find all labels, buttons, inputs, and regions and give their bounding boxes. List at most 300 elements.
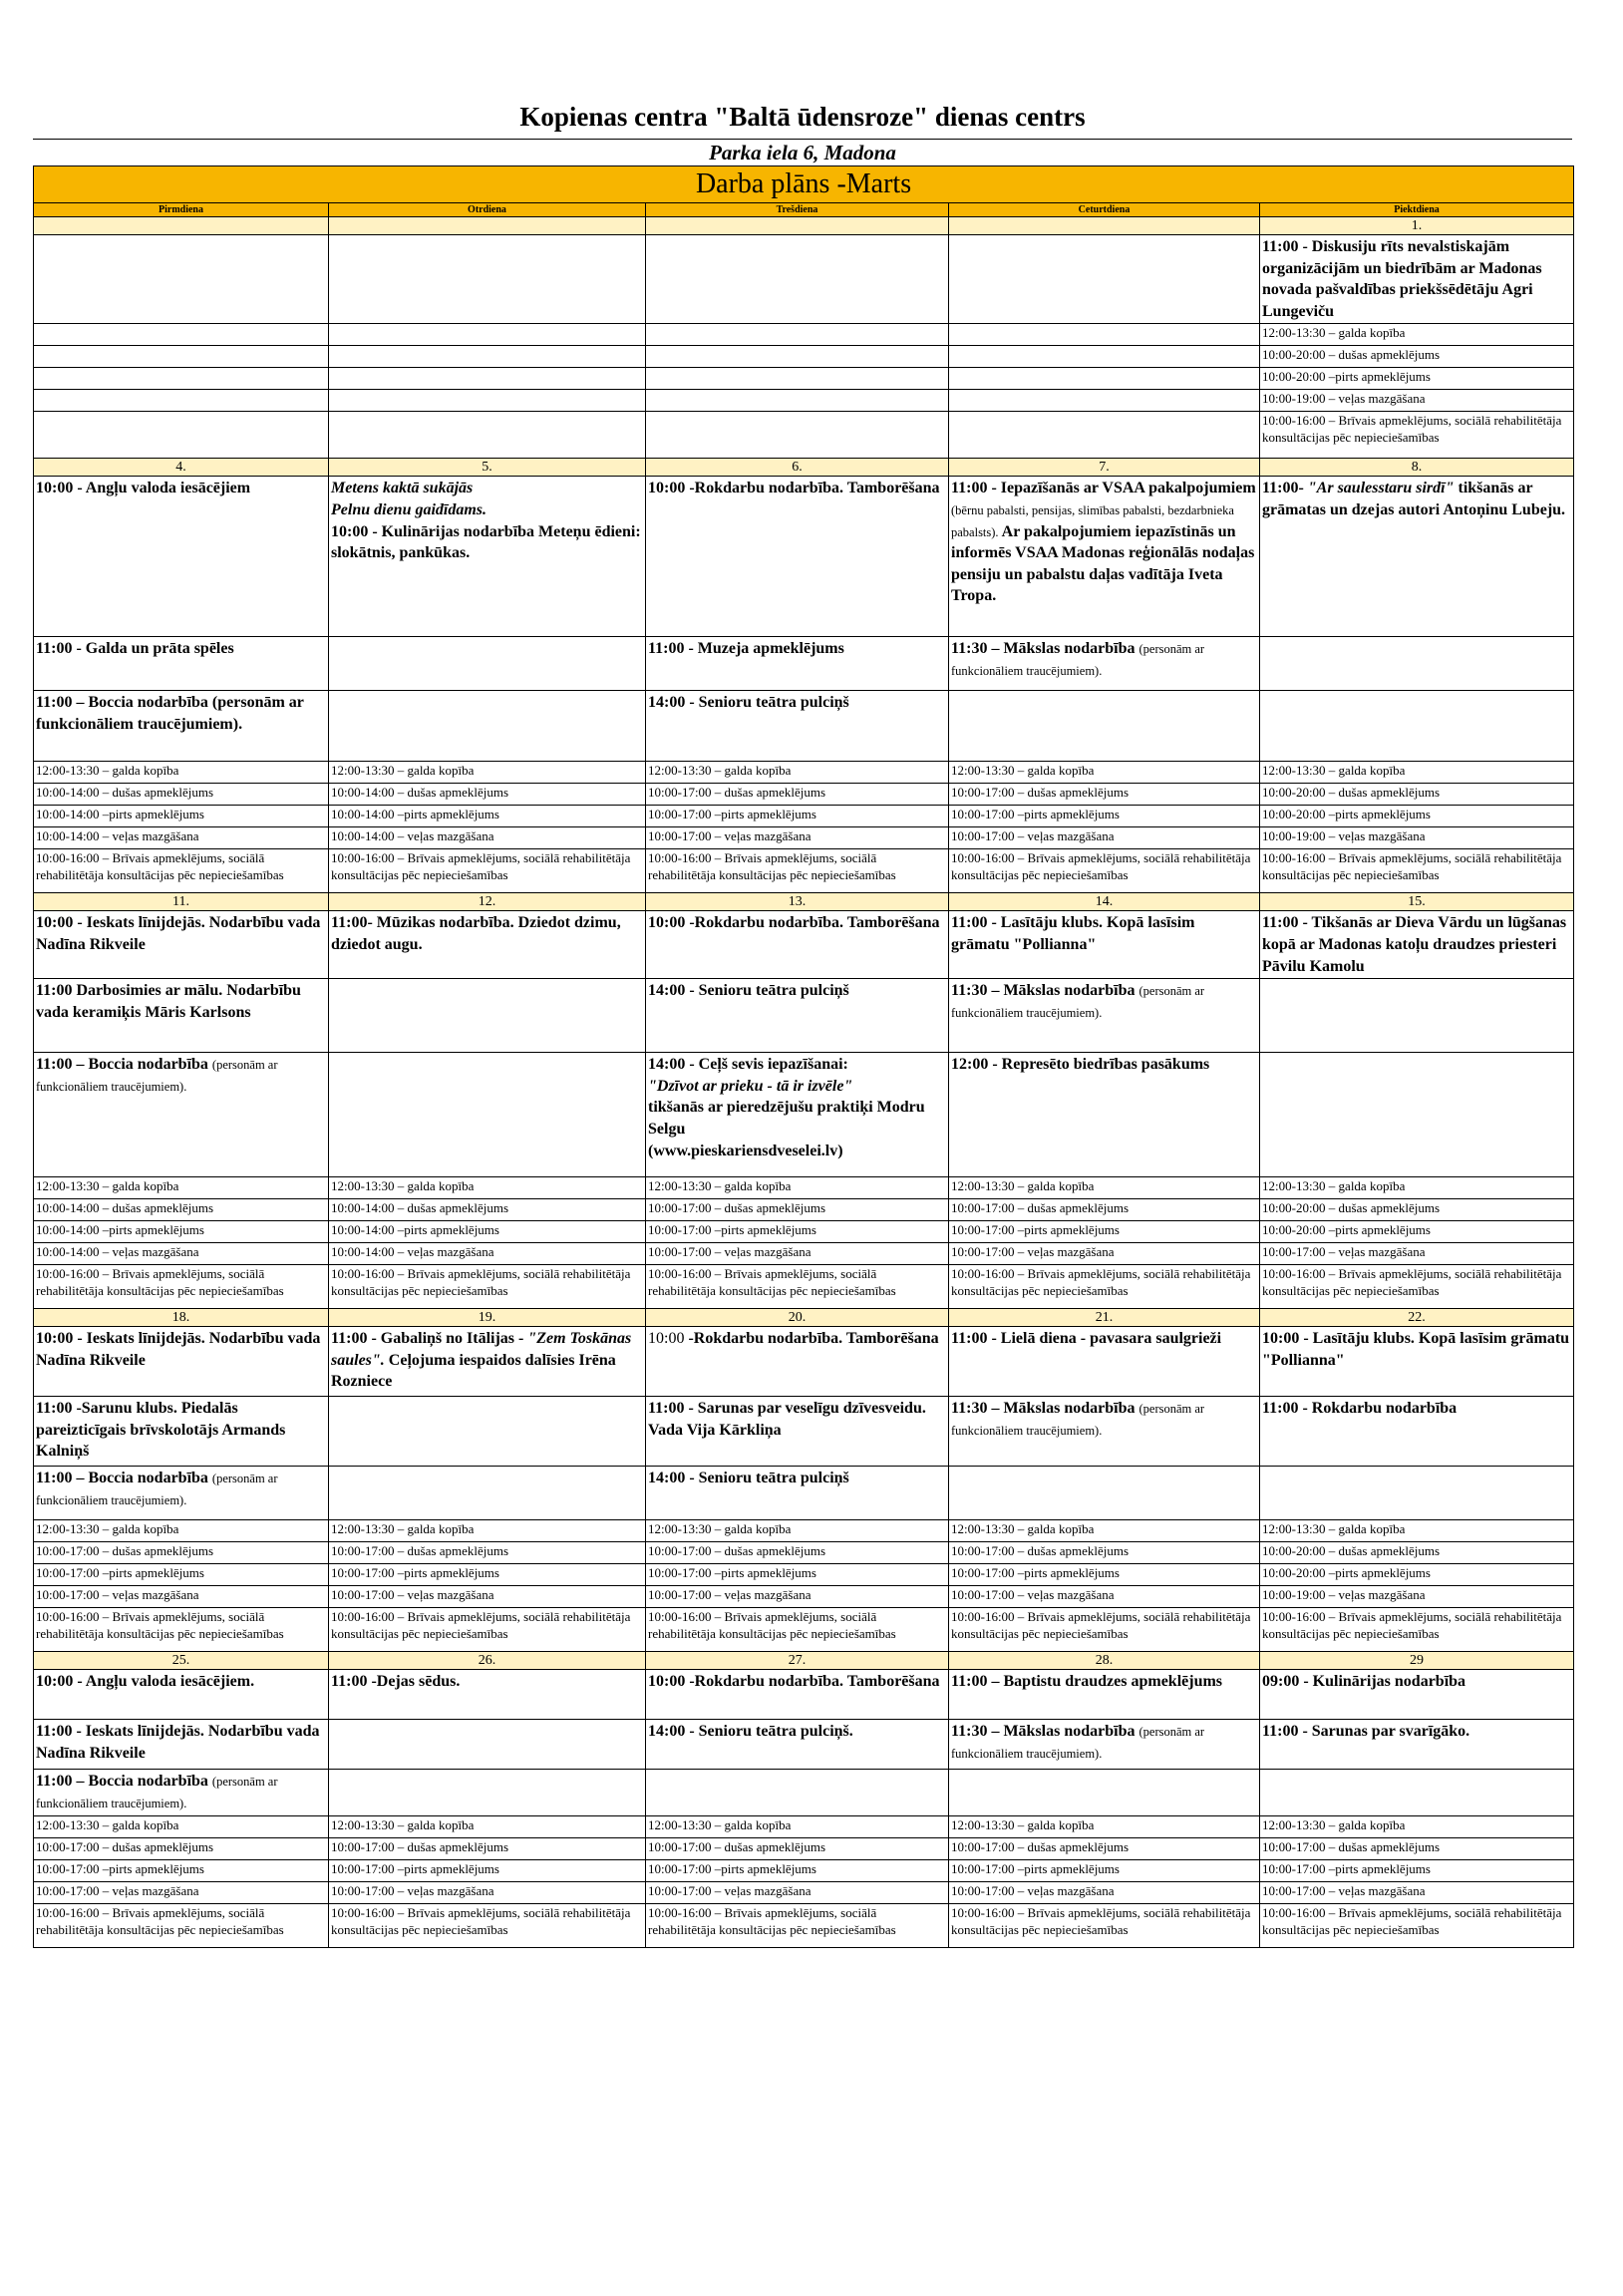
event-cell (34, 1467, 329, 1520)
service-cell: 12:00-13:30 – galda kopība (34, 1520, 329, 1542)
event-cell (949, 1467, 1260, 1520)
event-text: 12:00 - Represēto biedrības pasākums (951, 1056, 1210, 1074)
event-cell (949, 1053, 1260, 1177)
service-cell: 10:00-17:00 – dušas apmeklējums (949, 1542, 1260, 1564)
event-text: 09:00 - Kulinārijas nodarbība (1262, 1673, 1466, 1691)
service-cell: 10:00-20:00 – dušas apmeklējums (1260, 1542, 1574, 1564)
service-cell: 10:00-16:00 – Brīvais apmeklējums, sociālā rehabilitētāja konsultācijas pēc nepieciešamības (646, 849, 949, 893)
date-cell: 25. (34, 1652, 329, 1670)
service-cell: 10:00-17:00 – veļas mazgāšana (646, 1243, 949, 1265)
service-row (34, 784, 1574, 806)
event-text: 11:00 - Sarunas par veselīgu dzīvesveidu. Vada Vija Kārkliņa (648, 1400, 926, 1439)
event-cell (34, 1670, 329, 1720)
event-text: (personām ar funkcionāliem traucējumiem). (36, 1775, 278, 1810)
event-cell (34, 235, 329, 324)
event-cell (329, 1670, 646, 1720)
service-row (34, 1199, 1574, 1221)
service-cell: 10:00-17:00 – dušas apmeklējums (646, 1838, 949, 1860)
event-row (34, 1327, 1574, 1397)
service-row (34, 1542, 1574, 1564)
service-row (34, 1904, 1574, 1948)
service-cell: 10:00-17:00 – veļas mazgāšana (949, 1882, 1260, 1904)
service-cell: 10:00-17:00 – veļas mazgāšana (646, 1882, 949, 1904)
date-cell: 27. (646, 1652, 949, 1670)
event-text: 11:00 - Lielā diena - pavasara saulgrieži (951, 1330, 1222, 1348)
service-cell (646, 346, 949, 368)
event-row (34, 1053, 1574, 1177)
event-text: (personām ar funkcionāliem traucējumiem). (951, 642, 1205, 678)
service-cell: 10:00-17:00 –pirts apmeklējums (646, 806, 949, 827)
event-text: (personām ar funkcionāliem traucējumiem). (36, 1472, 278, 1507)
service-cell (329, 368, 646, 390)
event-cell (949, 1327, 1260, 1397)
service-cell: 10:00-16:00 – Brīvais apmeklējums, sociālā rehabilitētāja konsultācijas pēc nepieciešamības (329, 849, 646, 893)
service-cell: 10:00-17:00 –pirts apmeklējums (949, 1860, 1260, 1882)
service-cell: 12:00-13:30 – galda kopība (1260, 1520, 1574, 1542)
schedule-body (34, 166, 1574, 1948)
service-cell: 12:00-13:30 – galda kopība (329, 1816, 646, 1838)
event-row (34, 1467, 1574, 1520)
event-text: 11:00- Mūzikas nodarbība. Dziedot dzimu, dziedot augu. (331, 914, 621, 953)
service-cell: 10:00-17:00 –pirts apmeklējums (329, 1860, 646, 1882)
service-cell: 10:00-17:00 – dušas apmeklējums (329, 1542, 646, 1564)
weekday-header: Pirmdiena (34, 203, 329, 217)
event-text: 11:00 - Gabaliņš no Itālijas - (331, 1330, 528, 1348)
event-cell (646, 1327, 949, 1397)
event-text: 11:00 - Muzeja apmeklējums (648, 640, 844, 658)
service-cell: 12:00-13:30 – galda kopība (34, 762, 329, 784)
date-cell: 21. (949, 1309, 1260, 1327)
service-cell: 10:00-17:00 – veļas mazgāšana (1260, 1882, 1574, 1904)
service-cell: 10:00-14:00 –pirts apmeklējums (329, 1221, 646, 1243)
date-cell (646, 217, 949, 235)
event-row (34, 979, 1574, 1053)
service-cell: 10:00-14:00 –pirts apmeklējums (34, 806, 329, 827)
service-cell: 10:00-16:00 – Brīvais apmeklējums, sociālā rehabilitētāja konsultācijas pēc nepieciešamības (34, 1608, 329, 1652)
service-cell: 10:00-17:00 – veļas mazgāšana (949, 1243, 1260, 1265)
event-row (34, 637, 1574, 691)
plan-title-row (34, 166, 1574, 203)
service-cell: 10:00-20:00 –pirts apmeklējums (1260, 368, 1574, 390)
event-text: 14:00 - Senioru teātra pulciņš (648, 1470, 849, 1487)
service-cell: 10:00-16:00 – Brīvais apmeklējums, sociālā rehabilitētāja konsultācijas pēc nepieciešamības (34, 849, 329, 893)
service-cell: 10:00-17:00 –pirts apmeklējums (34, 1860, 329, 1882)
weekday-header-row (34, 203, 1574, 217)
service-cell: 12:00-13:30 – galda kopība (646, 1816, 949, 1838)
event-row (34, 911, 1574, 979)
date-cell: 18. (34, 1309, 329, 1327)
service-cell: 10:00-14:00 – dušas apmeklējums (329, 784, 646, 806)
event-row (34, 1670, 1574, 1720)
service-cell: 10:00-16:00 – Brīvais apmeklējums, sociālā rehabilitētāja konsultācijas pēc nepieciešamības (34, 1265, 329, 1309)
service-row (34, 1882, 1574, 1904)
date-cell: 12. (329, 893, 646, 911)
event-cell (329, 911, 646, 979)
service-cell: 10:00-16:00 – Brīvais apmeklējums, sociālā rehabilitētāja konsultācijas pēc nepieciešamības (1260, 1265, 1574, 1309)
service-cell: 12:00-13:30 – galda kopība (1260, 324, 1574, 346)
event-text: tikšanās ar grāmatas un dzejas autori Antoņinu Lubeju. (1262, 480, 1566, 518)
event-text: (personām ar funkcionāliem traucējumiem). (951, 984, 1205, 1020)
service-cell: 10:00-17:00 – dušas apmeklējums (329, 1838, 646, 1860)
service-cell (34, 412, 329, 459)
event-row (34, 1720, 1574, 1770)
event-text: 11:00 – Boccia nodarbība (personām ar funkcionāliem traucējumiem). (36, 694, 304, 733)
event-text: 11:00 - Ieskats līnijdejās. Nodarbību vada Nadīna Rikveile (36, 1723, 320, 1762)
event-text: 11:30 – Mākslas nodarbība (951, 1400, 1139, 1418)
event-cell (1260, 235, 1574, 324)
service-cell: 10:00-17:00 –pirts apmeklējums (646, 1860, 949, 1882)
event-cell (329, 979, 646, 1053)
event-cell (1260, 1770, 1574, 1816)
date-cell (34, 217, 329, 235)
service-cell: 10:00-16:00 – Brīvais apmeklējums, sociālā rehabilitētāja konsultācijas pēc nepieciešamības (646, 1265, 949, 1309)
event-cell (1260, 1397, 1574, 1467)
event-text: 11:30 – Mākslas nodarbība (951, 1723, 1139, 1741)
date-cell (329, 217, 646, 235)
service-row (34, 1265, 1574, 1309)
service-cell: 10:00-14:00 – veļas mazgāšana (34, 1243, 329, 1265)
event-cell (329, 691, 646, 762)
service-cell: 10:00-14:00 – veļas mazgāšana (329, 1243, 646, 1265)
service-cell: 10:00-17:00 –pirts apmeklējums (1260, 1860, 1574, 1882)
date-cell: 28. (949, 1652, 1260, 1670)
event-cell (1260, 1467, 1574, 1520)
service-row (34, 412, 1574, 459)
service-cell: 10:00-16:00 – Brīvais apmeklējums, sociālā rehabilitētāja konsultācijas pēc nepieciešamības (646, 1608, 949, 1652)
event-cell (34, 1770, 329, 1816)
service-cell: 10:00-16:00 – Brīvais apmeklējums, sociālā rehabilitētāja konsultācijas pēc nepieciešamības (329, 1265, 646, 1309)
document-address: Parka iela 6, Madona (709, 141, 896, 164)
event-text: Pelnu dienu gaidīdams. (331, 500, 487, 518)
week-date-row (34, 1652, 1574, 1670)
service-row (34, 1608, 1574, 1652)
service-cell: 12:00-13:30 – galda kopība (646, 1177, 949, 1199)
event-cell (646, 1467, 949, 1520)
service-cell (949, 324, 1260, 346)
service-cell: 10:00-17:00 – veļas mazgāšana (34, 1586, 329, 1608)
weekday-header: Otrdiena (329, 203, 646, 217)
event-text: 11:30 – Mākslas nodarbība (951, 640, 1139, 658)
service-row (34, 1816, 1574, 1838)
service-cell (34, 324, 329, 346)
event-text: "Ar saulesstaru sirdī" (1307, 480, 1455, 497)
event-cell (646, 637, 949, 691)
event-cell (329, 637, 646, 691)
service-cell: 10:00-16:00 – Brīvais apmeklējums, sociālā rehabilitētāja konsultācijas pēc nepieciešamības (646, 1904, 949, 1948)
service-cell: 10:00-16:00 – Brīvais apmeklējums, sociālā rehabilitētāja konsultācijas pēc nepieciešamības (1260, 412, 1574, 459)
service-row (34, 368, 1574, 390)
service-cell: 12:00-13:30 – galda kopība (949, 1520, 1260, 1542)
service-row (34, 1564, 1574, 1586)
event-text: Metens kaktā sukājās (331, 480, 474, 497)
event-cell (329, 1467, 646, 1520)
service-cell (329, 324, 646, 346)
event-cell (34, 691, 329, 762)
event-text: tikšanās ar pieredzējušu praktiķi Modru Selgu (www.pieskariensdveselei.lv) (648, 1099, 925, 1159)
service-cell: 12:00-13:30 – galda kopība (646, 1520, 949, 1542)
event-cell (1260, 1327, 1574, 1397)
service-row (34, 1177, 1574, 1199)
service-row (34, 849, 1574, 893)
event-cell (646, 1397, 949, 1467)
event-text: 10:00 -Rokdarbu nodarbība. Tamborēšana (648, 914, 940, 932)
week-date-row (34, 893, 1574, 911)
event-cell (646, 691, 949, 762)
service-cell: 10:00-14:00 –pirts apmeklējums (329, 806, 646, 827)
service-cell: 10:00-17:00 – veļas mazgāšana (329, 1882, 646, 1904)
event-cell (949, 979, 1260, 1053)
service-cell: 10:00-16:00 – Brīvais apmeklējums, sociālā rehabilitētāja konsultācijas pēc nepieciešamības (949, 1265, 1260, 1309)
event-row (34, 477, 1574, 637)
service-row (34, 762, 1574, 784)
event-cell (1260, 637, 1574, 691)
week-date-row (34, 459, 1574, 477)
service-cell: 10:00-17:00 – dušas apmeklējums (949, 784, 1260, 806)
event-text: 11:00 – Baptistu draudzes apmeklējums (951, 1673, 1223, 1691)
event-text: (personām ar funkcionāliem traucējumiem). (36, 1058, 278, 1094)
event-cell (1260, 911, 1574, 979)
event-cell (34, 477, 329, 637)
event-row (34, 1397, 1574, 1467)
service-cell: 10:00-17:00 – dušas apmeklējums (949, 1199, 1260, 1221)
date-cell: 29 (1260, 1652, 1574, 1670)
service-cell: 10:00-16:00 – Brīvais apmeklējums, sociālā rehabilitētāja konsultācijas pēc nepieciešamības (34, 1904, 329, 1948)
event-row (34, 1770, 1574, 1816)
event-cell (646, 1770, 949, 1816)
service-cell: 10:00-19:00 – veļas mazgāšana (1260, 390, 1574, 412)
event-text: 10:00 - Kulinārijas nodarbība Meteņu ēdieni: slokātnis, pankūkas. (331, 522, 641, 562)
service-cell (329, 390, 646, 412)
event-cell (1260, 1720, 1574, 1770)
service-cell (329, 346, 646, 368)
service-cell (949, 368, 1260, 390)
service-cell (646, 412, 949, 459)
service-row (34, 324, 1574, 346)
event-text: 10:00 (648, 1330, 689, 1348)
weekday-header: Piektdiena (1260, 203, 1574, 217)
date-cell: 5. (329, 459, 646, 477)
date-cell: 19. (329, 1309, 646, 1327)
service-row (34, 1586, 1574, 1608)
event-text: (personām ar funkcionāliem traucējumiem). (951, 1725, 1205, 1761)
event-cell (34, 1053, 329, 1177)
event-cell (949, 1770, 1260, 1816)
service-cell: 10:00-17:00 – dušas apmeklējums (949, 1838, 1260, 1860)
event-text: "Zem Toskānas saules". (331, 1330, 632, 1369)
service-cell: 10:00-20:00 –pirts apmeklējums (1260, 1221, 1574, 1243)
service-cell: 10:00-17:00 – veļas mazgāšana (34, 1882, 329, 1904)
event-text: 14:00 - Senioru teātra pulciņš (648, 694, 849, 712)
service-row (34, 1520, 1574, 1542)
service-cell: 10:00-17:00 –pirts apmeklējums (949, 806, 1260, 827)
service-cell: 10:00-17:00 – veļas mazgāšana (646, 1586, 949, 1608)
title-divider (33, 139, 1572, 140)
event-text: (bērnu pabalsti, pensijas, slimības pabalsti, bezdarbnieka pabalsts). (951, 502, 1234, 539)
event-text: 11:00 – Boccia nodarbība (36, 1470, 212, 1487)
service-cell: 10:00-17:00 – veļas mazgāšana (949, 1586, 1260, 1608)
service-cell: 10:00-16:00 – Brīvais apmeklējums, sociālā rehabilitētāja konsultācijas pēc nepieciešamības (329, 1904, 646, 1948)
service-cell: 10:00-17:00 –pirts apmeklējums (646, 1564, 949, 1586)
event-cell (329, 1770, 646, 1816)
service-cell: 12:00-13:30 – galda kopība (646, 762, 949, 784)
event-cell (329, 1053, 646, 1177)
event-text: 11:00 Darbosimies ar mālu. Nodarbību vada keramiķis Māris Karlsons (36, 982, 301, 1021)
week-date-row (34, 217, 1574, 235)
event-cell (34, 1397, 329, 1467)
event-text: 11:00 -Dejas sēdus. (331, 1673, 461, 1691)
date-cell: 20. (646, 1309, 949, 1327)
event-cell (329, 1327, 646, 1397)
event-cell (646, 1053, 949, 1177)
service-cell (646, 390, 949, 412)
week-date-row (34, 1309, 1574, 1327)
weekday-header: Trešdiena (646, 203, 949, 217)
service-cell (34, 346, 329, 368)
event-text: 14:00 - Senioru teātra pulciņš. (648, 1723, 853, 1741)
event-text: 11:00 - Lasītāju klubs. Kopā lasīsim grāmatu "Pollianna" (951, 914, 1195, 953)
event-text: 11:00 - Rokdarbu nodarbība (1262, 1400, 1458, 1418)
service-cell: 10:00-20:00 –pirts apmeklējums (1260, 806, 1574, 827)
event-text: 10:00 - Angļu valoda iesācējiem (36, 480, 251, 497)
service-cell: 10:00-17:00 –pirts apmeklējums (34, 1564, 329, 1586)
event-text: 10:00 -Rokdarbu nodarbība. Tamborēšana (648, 480, 940, 497)
event-cell (949, 911, 1260, 979)
service-cell: 10:00-17:00 –pirts apmeklējums (646, 1221, 949, 1243)
service-cell: 12:00-13:30 – galda kopība (949, 762, 1260, 784)
event-cell (1260, 979, 1574, 1053)
event-cell (34, 637, 329, 691)
service-cell: 10:00-14:00 –pirts apmeklējums (34, 1221, 329, 1243)
service-cell: 10:00-17:00 – dušas apmeklējums (34, 1542, 329, 1564)
service-cell (34, 390, 329, 412)
event-cell (1260, 1670, 1574, 1720)
service-cell: 10:00-20:00 – dušas apmeklējums (1260, 346, 1574, 368)
event-cell (1260, 691, 1574, 762)
event-row (34, 691, 1574, 762)
event-cell (34, 911, 329, 979)
service-row (34, 1838, 1574, 1860)
event-cell (646, 235, 949, 324)
event-cell (949, 235, 1260, 324)
date-cell: 26. (329, 1652, 646, 1670)
service-cell: 10:00-17:00 –pirts apmeklējums (949, 1564, 1260, 1586)
date-cell: 22. (1260, 1309, 1574, 1327)
service-cell: 10:00-20:00 –pirts apmeklējums (1260, 1564, 1574, 1586)
service-cell (34, 368, 329, 390)
service-cell: 12:00-13:30 – galda kopība (949, 1816, 1260, 1838)
service-row (34, 806, 1574, 827)
service-cell: 12:00-13:30 – galda kopība (34, 1177, 329, 1199)
event-cell (329, 1397, 646, 1467)
service-cell: 10:00-17:00 – veļas mazgāšana (329, 1586, 646, 1608)
event-text: -Rokdarbu nodarbība. Tamborēšana (688, 1330, 939, 1348)
service-row (34, 390, 1574, 412)
plan-title: Darba plāns -Marts (34, 166, 1574, 203)
date-cell: 6. (646, 459, 949, 477)
event-cell (646, 1720, 949, 1770)
event-cell (949, 1397, 1260, 1467)
event-text: Ceļojuma iespaidos dalīsies Irēna Rozniece (331, 1351, 616, 1391)
event-text: "Dzīvot ar prieku - tā ir izvēle" (648, 1077, 853, 1095)
event-cell (1260, 1053, 1574, 1177)
event-cell (34, 979, 329, 1053)
service-cell: 10:00-17:00 – dušas apmeklējums (646, 1542, 949, 1564)
service-cell: 10:00-19:00 – veļas mazgāšana (1260, 1586, 1574, 1608)
event-cell (646, 911, 949, 979)
service-row (34, 346, 1574, 368)
service-cell: 10:00-17:00 –pirts apmeklējums (329, 1564, 646, 1586)
service-cell: 10:00-16:00 – Brīvais apmeklējums, sociālā rehabilitētāja konsultācijas pēc nepieciešamības (949, 1904, 1260, 1948)
service-cell: 10:00-16:00 – Brīvais apmeklējums, sociālā rehabilitētāja konsultācijas pēc nepieciešamības (1260, 849, 1574, 893)
date-cell: 8. (1260, 459, 1574, 477)
event-text: 11:00 - Galda un prāta spēles (36, 640, 234, 658)
service-cell: 10:00-16:00 – Brīvais apmeklējums, sociālā rehabilitētāja konsultācijas pēc nepieciešamības (1260, 1608, 1574, 1652)
event-text: 10:00 - Ieskats līnijdejās. Nodarbību vada Nadīna Rikveile (36, 914, 321, 953)
event-cell (949, 637, 1260, 691)
service-cell: 10:00-17:00 –pirts apmeklējums (949, 1221, 1260, 1243)
event-cell (949, 691, 1260, 762)
service-cell: 10:00-17:00 – dušas apmeklējums (646, 784, 949, 806)
event-text: 11:00 – Boccia nodarbība (36, 1056, 212, 1074)
date-cell: 1. (1260, 217, 1574, 235)
service-cell (329, 412, 646, 459)
event-cell (646, 477, 949, 637)
date-cell: 14. (949, 893, 1260, 911)
event-text: 10:00 - Angļu valoda iesācējiem. (36, 1673, 255, 1691)
service-cell: 10:00-19:00 – veļas mazgāšana (1260, 827, 1574, 849)
service-cell (646, 324, 949, 346)
service-cell: 10:00-16:00 – Brīvais apmeklējums, sociālā rehabilitētāja konsultācijas pēc nepieciešamības (329, 1608, 646, 1652)
event-text: 14:00 - Ceļš sevis iepazīšanai: (648, 1056, 848, 1074)
service-cell: 10:00-14:00 – dušas apmeklējums (34, 784, 329, 806)
service-cell: 10:00-17:00 – veļas mazgāšana (1260, 1243, 1574, 1265)
service-cell: 10:00-20:00 – dušas apmeklējums (1260, 784, 1574, 806)
service-cell: 10:00-16:00 – Brīvais apmeklējums, sociālā rehabilitētāja konsultācijas pēc nepieciešamības (949, 1608, 1260, 1652)
service-cell: 10:00-14:00 – dušas apmeklējums (34, 1199, 329, 1221)
event-text: 14:00 - Senioru teātra pulciņš (648, 982, 849, 1000)
event-text: 11:00 - Diskusiju rīts nevalstiskajām organizācijām un biedrībām ar Madonas novada pašvaldības priekšsēdētāju Agri Lungeviču (1262, 238, 1542, 320)
service-cell: 12:00-13:30 – galda kopība (329, 1177, 646, 1199)
service-cell: 10:00-17:00 – dušas apmeklējums (34, 1838, 329, 1860)
service-cell: 10:00-14:00 – veļas mazgāšana (34, 827, 329, 849)
event-text: 11:00 - Iepazīšanās ar VSAA pakalpojumiem (951, 480, 1256, 497)
event-text: 10:00 - Lasītāju klubs. Kopā lasīsim grāmatu "Pollianna" (1262, 1330, 1570, 1369)
service-cell: 10:00-14:00 – veļas mazgāšana (329, 827, 646, 849)
event-cell (34, 1327, 329, 1397)
event-text: 11:00 - Sarunas par svarīgāko. (1262, 1723, 1470, 1741)
service-cell: 10:00-20:00 – dušas apmeklējums (1260, 1199, 1574, 1221)
event-cell (1260, 477, 1574, 637)
event-text: Ar pakalpojumiem iepazīstinās un informēs VSAA Madonas reģionālās nodaļas pensiju un pabalstu daļas vadītāja Iveta Tropa. (951, 522, 1255, 605)
event-text: 11:30 – Mākslas nodarbība (951, 982, 1139, 1000)
event-cell (949, 477, 1260, 637)
service-row (34, 1243, 1574, 1265)
service-cell: 10:00-17:00 – veļas mazgāšana (949, 827, 1260, 849)
weekday-header: Ceturtdiena (949, 203, 1260, 217)
service-cell: 10:00-16:00 – Brīvais apmeklējums, sociālā rehabilitētāja konsultācijas pēc nepieciešamības (1260, 1904, 1574, 1948)
event-cell (646, 979, 949, 1053)
event-cell (329, 235, 646, 324)
event-cell (949, 1670, 1260, 1720)
service-row (34, 827, 1574, 849)
date-cell: 11. (34, 893, 329, 911)
service-row (34, 1860, 1574, 1882)
event-cell (329, 477, 646, 637)
event-text: (personām ar funkcionāliem traucējumiem). (951, 1402, 1205, 1438)
service-cell (949, 346, 1260, 368)
date-cell: 15. (1260, 893, 1574, 911)
service-row (34, 1221, 1574, 1243)
